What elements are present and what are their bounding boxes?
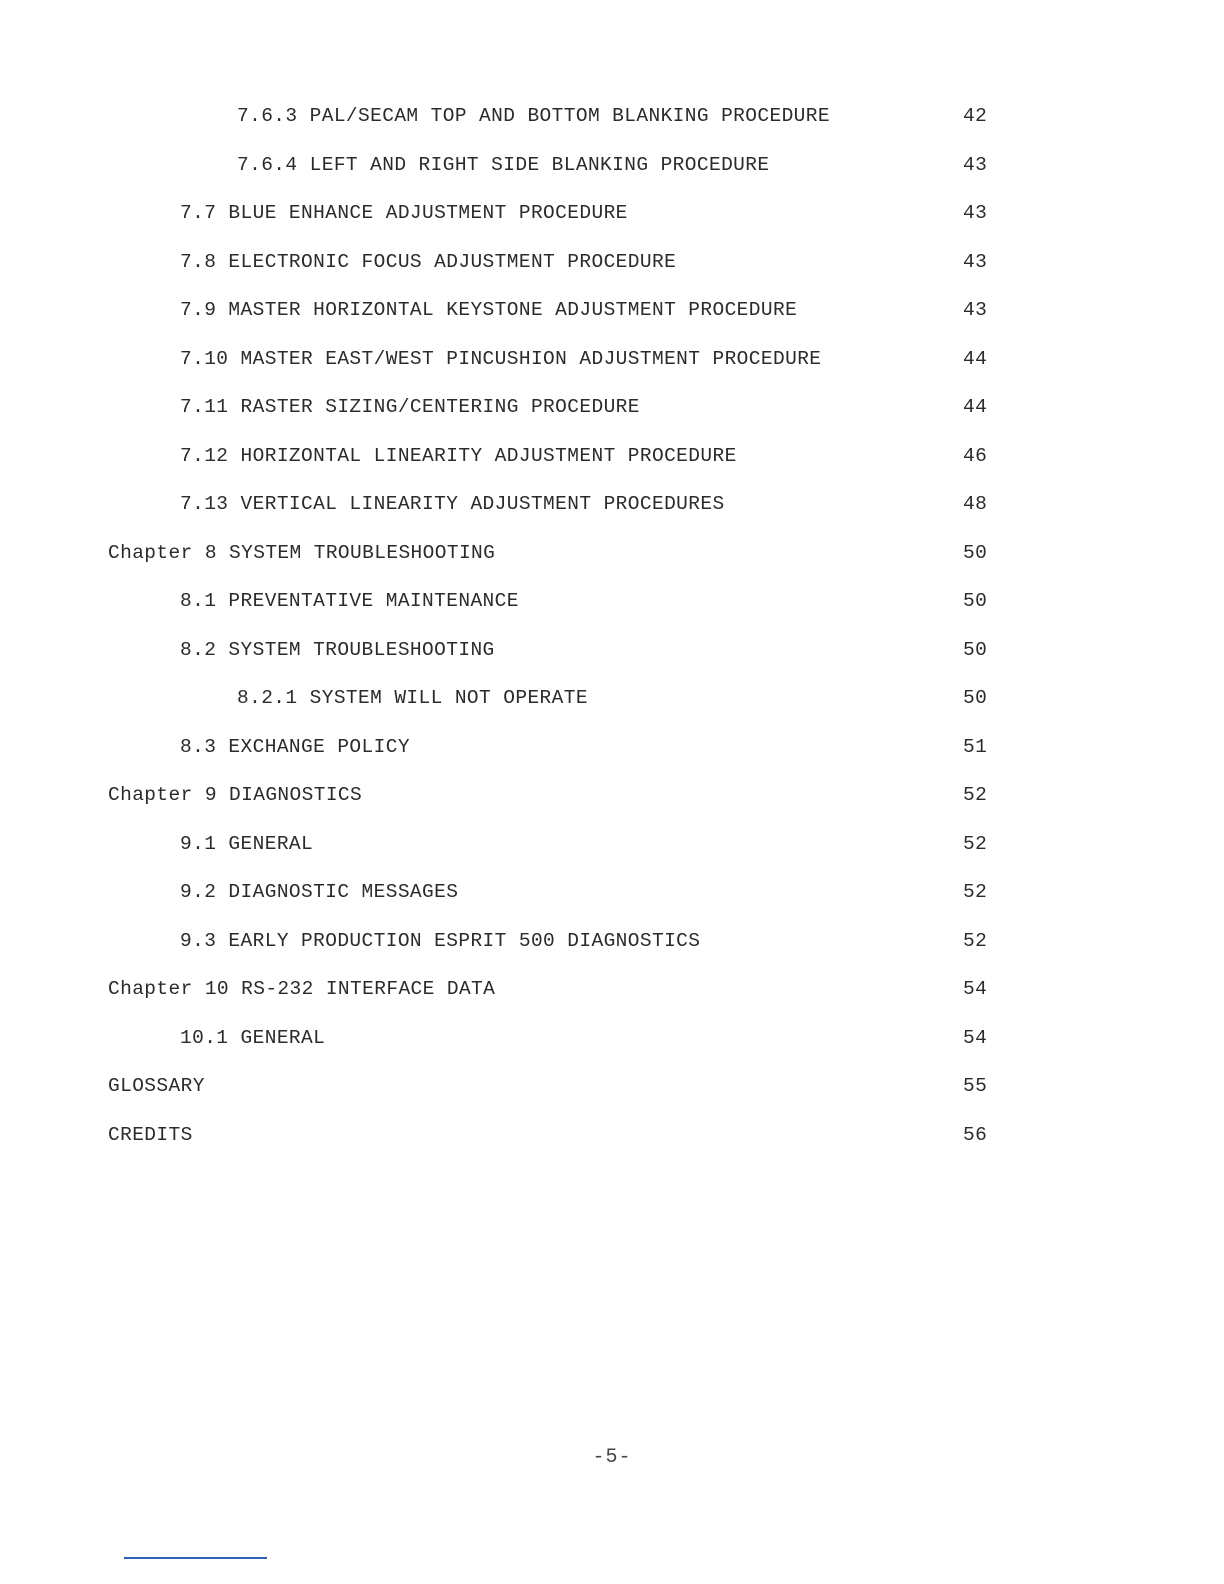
toc-entry-page: 43 [963,202,988,224]
toc-entry [0,529,1224,578]
toc-entry-title: 7.10 MASTER EAST/WEST PINCUSHION ADJUSTMENT PROCEDURE [180,347,822,370]
toc-entry-title: 9.1 GENERAL [180,832,314,855]
toc-entry-title: Chapter 10 RS-232 INTERFACE DATA [108,978,496,1000]
toc-entry [0,286,1224,335]
toc-entry [0,965,1224,1014]
toc-entry [0,577,1224,626]
toc-entry-title: 8.3 EXCHANGE POLICY [180,735,410,758]
toc-entry [0,1062,1224,1111]
toc-entry-title: 8.2.1 SYSTEM WILL NOT OPERATE [237,687,588,709]
toc-entry-page: 54 [963,1026,988,1049]
toc-entry-title: 7.9 MASTER HORIZONTAL KEYSTONE ADJUSTMENT PROCEDURE [180,299,798,321]
toc-entry-title: CREDITS [108,1123,193,1146]
toc-entry-title: 7.13 VERTICAL LINEARITY ADJUSTMENT PROCEDURES [180,493,725,515]
toc-entry-title: 9.2 DIAGNOSTIC MESSAGES [180,881,459,903]
toc-entry-page: 48 [963,493,988,515]
toc-entry-page: 52 [963,929,988,952]
toc-entry [0,723,1224,772]
toc-entry [0,432,1224,481]
toc-entry-page: 54 [963,978,988,1000]
toc-entry [0,92,1224,141]
toc-entry-page: 42 [963,105,988,127]
toc-entry-page: 50 [963,638,988,661]
toc-entry-page: 51 [963,735,988,758]
toc-entry-page: 46 [963,444,988,467]
toc-entry [0,917,1224,966]
toc-entry [0,820,1224,869]
toc-entry [0,674,1224,723]
toc-entry-page: 44 [963,396,988,418]
toc-entry-title: Chapter 9 DIAGNOSTICS [108,784,363,806]
toc-entry-title: 7.8 ELECTRONIC FOCUS ADJUSTMENT PROCEDURE [180,250,677,273]
toc-entry-page: 44 [963,347,988,370]
toc-entry-page: 52 [963,832,988,855]
toc-entry-title: 7.12 HORIZONTAL LINEARITY ADJUSTMENT PROCEDURE [180,444,737,467]
toc-entry-page: 50 [963,590,988,612]
toc-entry-title: GLOSSARY [108,1075,205,1097]
toc-entry [0,383,1224,432]
toc-entry-page: 43 [963,250,988,273]
toc-entry [0,480,1224,529]
toc-entry [0,1111,1224,1160]
toc-entry-page: 52 [963,784,988,806]
toc-entry-title: 7.6.3 PAL/SECAM TOP AND BOTTOM BLANKING PROCEDURE [237,105,830,127]
toc-entry-title: 7.7 BLUE ENHANCE ADJUSTMENT PROCEDURE [180,202,628,224]
toc-entry [0,189,1224,238]
toc-entry-title: Chapter 8 SYSTEM TROUBLESHOOTING [108,541,496,564]
toc-entry [0,626,1224,675]
table-of-contents [0,92,1224,1159]
toc-entry-title: 9.3 EARLY PRODUCTION ESPRIT 500 DIAGNOSTICS [180,929,701,952]
toc-entry [0,335,1224,384]
toc-entry-page: 52 [963,881,988,903]
toc-entry [0,771,1224,820]
page-number: -5- [592,1446,632,1469]
toc-entry-title: 7.6.4 LEFT AND RIGHT SIDE BLANKING PROCEDURE [237,153,770,176]
toc-entry-title: 8.2 SYSTEM TROUBLESHOOTING [180,638,495,661]
toc-entry-page: 43 [963,299,988,321]
toc-entry [0,868,1224,917]
toc-entry-page: 50 [963,687,988,709]
toc-entry [0,141,1224,190]
toc-entry-page: 50 [963,541,988,564]
toc-entry-page: 55 [963,1075,988,1097]
toc-entry-page: 43 [963,153,988,176]
toc-entry-title: 7.11 RASTER SIZING/CENTERING PROCEDURE [180,396,640,418]
toc-entry-title: 8.1 PREVENTATIVE MAINTENANCE [180,590,519,612]
toc-entry [0,238,1224,287]
toc-entry-title: 10.1 GENERAL [180,1026,326,1049]
toc-entry [0,1014,1224,1063]
footer-rule [124,1557,267,1559]
toc-entry-page: 56 [963,1123,988,1146]
